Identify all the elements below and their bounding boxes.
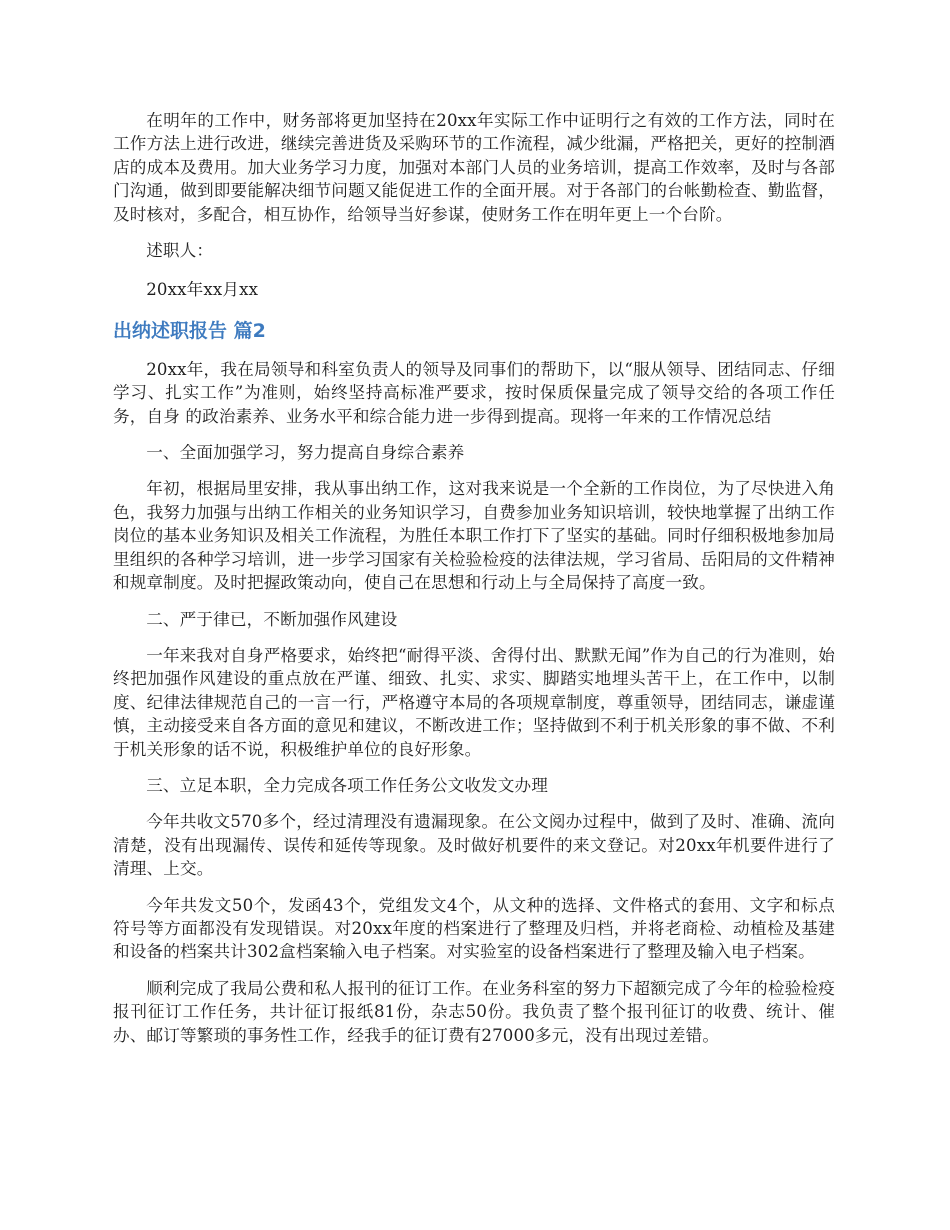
heading-duties: 三、立足本职，全力完成各项工作任务公文收发文办理: [146, 775, 549, 795]
reporter-label: 述职人：: [146, 241, 214, 261]
paragraph-documents-sent: 今年共发文50个，发函43个，党组发文4个，从文种的选择、文件格式的套用、文字和标点符号等方面都没有发现错误。对20xx年度的档案进行了整理及归档，并将老商检、动植检及基建和设备的档案共计302盒档案输入电子档案。对实验室的设备档案进行了整理及输入电子档案。: [113, 895, 835, 962]
date-line: 20xx年xx月xx: [146, 280, 259, 300]
section-title: 出纳述职报告 篇2: [113, 319, 266, 342]
paragraph-discipline: 一年来我对自身严格要求，始终把“耐得平淡、舍得付出、默默无闻”作为自己的行为准则，始终把加强作风建设的重点放在严谨、细致、扎实、求实、脚踏实地埋头苦干上，在工作中，以制度、纪律法律规范自己的一言一行，严格遵守本局的各项规章制度，尊重领导，团结同志，谦虚谨慎，主动接受来自各方面的意见和建议，不断改进工作；坚持做到不利于机关形象的事不做、不利于机关形象的话不说，积极维护单位的良好形象。: [113, 645, 835, 759]
paragraph-subscriptions: 顺利完成了我局公费和私人报刊的征订工作。在业务科室的努力下超额完成了今年的检验检疫报刊征订工作任务，共计征订报纸81份，杂志50份。我负责了整个报刊征订的收费、统计、催办、邮订等繁琐的事务性工作，经我手的征订费有27000多元，没有出现过差错。: [113, 978, 835, 1045]
paragraph-plan-next-year: 在明年的工作中，财务部将更加坚持在20xx年实际工作中证明行之有效的工作方法，同时在工作方法上进行改进，继续完善进货及采购环节的工作流程，减少纰漏，严格把关，更好的控制酒店的成本及费用。加大业务学习力度，加强对本部门人员的业务培训，提高工作效率，及时与各部门沟通，做到即要能解决细节问题又能促进工作的全面开展。对于各部门的台帐勤检查、勤监督，及时核对，多配合，相互协作，给领导当好参谋，使财务工作在明年更上一个台阶。: [113, 111, 835, 224]
paragraph-study: 年初，根据局里安排，我从事出纳工作，这对我来说是一个全新的工作岗位，为了尽快进入角色，我努力加强与出纳工作相关的业务知识学习，自费参加业务知识培训，较快地掌握了出纳工作岗位的基本业务知识及相关工作流程，为胜任本职工作打下了坚实的基础。同时仔细积极地参加局里组织的各种学习培训，进一步学习国家有关检验检疫的法律法规，学习省局、岳阳局的文件精神和规章制度。及时把握政策动向，使自己在思想和行动上与全局保持了高度一致。: [113, 479, 835, 593]
paragraph-documents-received: 今年共收文570多个，经过清理没有遗漏现象。在公文阅办过程中，做到了及时、准确、流向清楚，没有出现漏传、误传和延传等现象。及时做好机要件的来文登记。对20xx年机要件进行了清理、上交。: [113, 812, 835, 879]
paragraph-intro: 20xx年，我在局领导和科室负责人的领导及同事们的帮助下，以“服从领导、团结同志、仔细学习、扎实工作”为准则，始终坚持高标准严要求，按时保质保量完成了领导交给的各项工作任务，自身 的政治素养、业务水平和综合能力进一步得到提高。现将一年来的工作情况总结: [113, 359, 835, 426]
heading-discipline: 二、严于律已，不断加强作风建设: [146, 609, 398, 629]
heading-study: 一、全面加强学习，努力提高自身综合素养: [146, 443, 465, 463]
